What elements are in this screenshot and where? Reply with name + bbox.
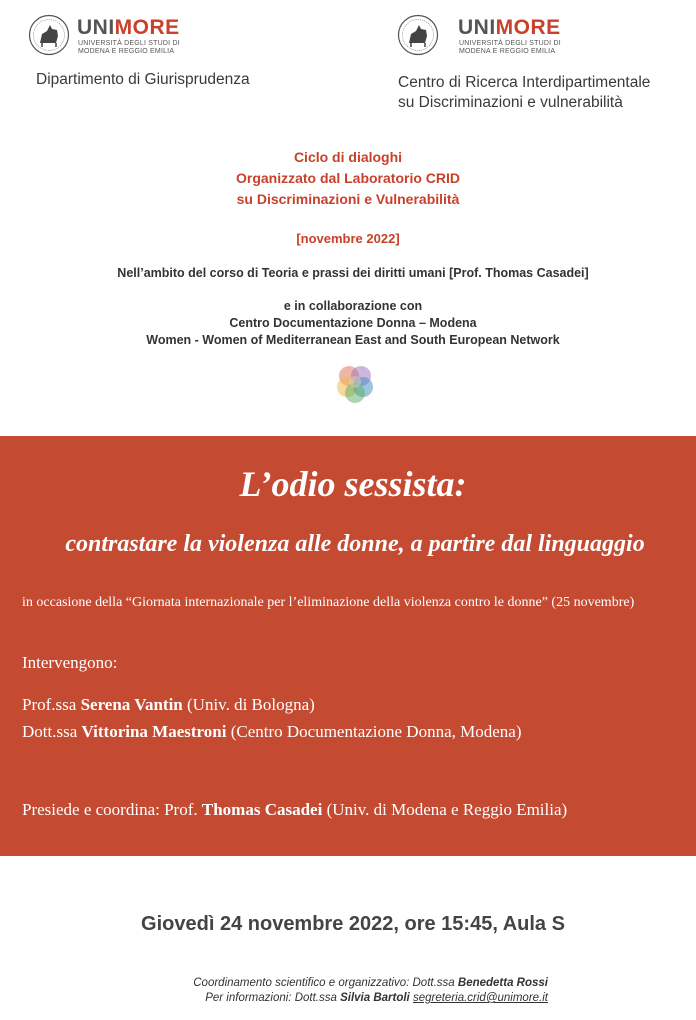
- chair-name: Thomas Casadei: [201, 800, 323, 819]
- speaker-affiliation: (Univ. di Bologna): [187, 695, 315, 714]
- event-title: L’odio sessista:: [239, 464, 467, 504]
- university-seal-icon: [397, 14, 439, 56]
- speaker-item: [22, 695, 315, 715]
- coordination-label: Coordinamento scientifico e organizzativo: Dott.ssa: [193, 977, 455, 989]
- collaboration-partner-2: Women - Women of Mediterranean East and South European Network: [146, 333, 560, 347]
- event-subtitle: contrastare la violenza alle donne, a partire dal linguaggio: [65, 531, 645, 557]
- research-center-name: [398, 73, 650, 113]
- speaker-item: [22, 722, 522, 742]
- chair-title: Prof.: [164, 800, 198, 819]
- topic-line: su Discriminazioni e Vulnerabilità: [236, 191, 460, 207]
- event-datetime: Giovedì 24 novembre 2022, ore 15:45, Aula S: [141, 913, 565, 935]
- speaker-affiliation: (Centro Documentazione Donna, Modena): [230, 722, 522, 741]
- research-center-line2: su Discriminazioni e vulnerabilità: [398, 94, 623, 111]
- coordination-credit: [193, 976, 548, 991]
- info-credit: [205, 991, 548, 1006]
- chair-line: [22, 800, 567, 820]
- speaker-title: Dott.ssa: [22, 722, 78, 741]
- unimore-logo-right: [397, 14, 561, 60]
- month-label: [novembre 2022]: [296, 231, 400, 246]
- speaker-name: Vittorina Maestroni: [81, 722, 227, 741]
- unimore-brand-subtitle: UNIVERSITÀ DEGLI STUDI DI MODENA E REGGIO EMILIA: [78, 40, 180, 55]
- unimore-logo-left: [28, 14, 188, 60]
- collaboration-intro: e in collaborazione con: [283, 299, 423, 313]
- info-label: Per informazioni: Dott.ssa: [205, 992, 337, 1004]
- speaker-title: Prof.ssa: [22, 695, 77, 714]
- unimore-brand: UNIMORE: [458, 16, 561, 39]
- series-title: Ciclo di dialoghi: [293, 149, 403, 165]
- course-line: Nell’ambito del corso di Teoria e prassi dei diritti umani [Prof. Thomas Casadei]: [117, 266, 589, 280]
- contact-email-link[interactable]: segreteria.crid@unimore.it: [412, 992, 548, 1004]
- overlapping-circles-logo-icon: [334, 362, 376, 404]
- speaker-name: Serena Vantin: [80, 695, 183, 714]
- chair-label: Presiede e coordina:: [22, 800, 160, 819]
- chair-affiliation: (Univ. di Modena e Reggio Emilia): [326, 800, 568, 819]
- unimore-brand-subtitle: UNIVERSITÀ DEGLI STUDI DI MODENA E REGGIO EMILIA: [459, 40, 561, 55]
- university-seal-icon: [28, 14, 70, 56]
- department-name: Dipartimento di Giurisprudenza: [36, 71, 250, 88]
- info-contact-name: Silvia Bartoli: [340, 992, 410, 1004]
- collaboration-partner-1: Centro Documentazione Donna – Modena: [229, 316, 477, 330]
- speakers-label: Intervengono:: [22, 653, 118, 672]
- event-occasion: in occasione della “Giornata internazionale per l’eliminazione della violenza contro le donne” (25 novembre): [22, 595, 635, 610]
- research-center-line1: Centro di Ricerca Interdipartimentale: [398, 74, 651, 91]
- organizer-line: Organizzato dal Laboratorio CRID: [235, 170, 460, 186]
- unimore-brand: UNIMORE: [77, 16, 180, 39]
- coordinator-name: Benedetta Rossi: [457, 977, 548, 989]
